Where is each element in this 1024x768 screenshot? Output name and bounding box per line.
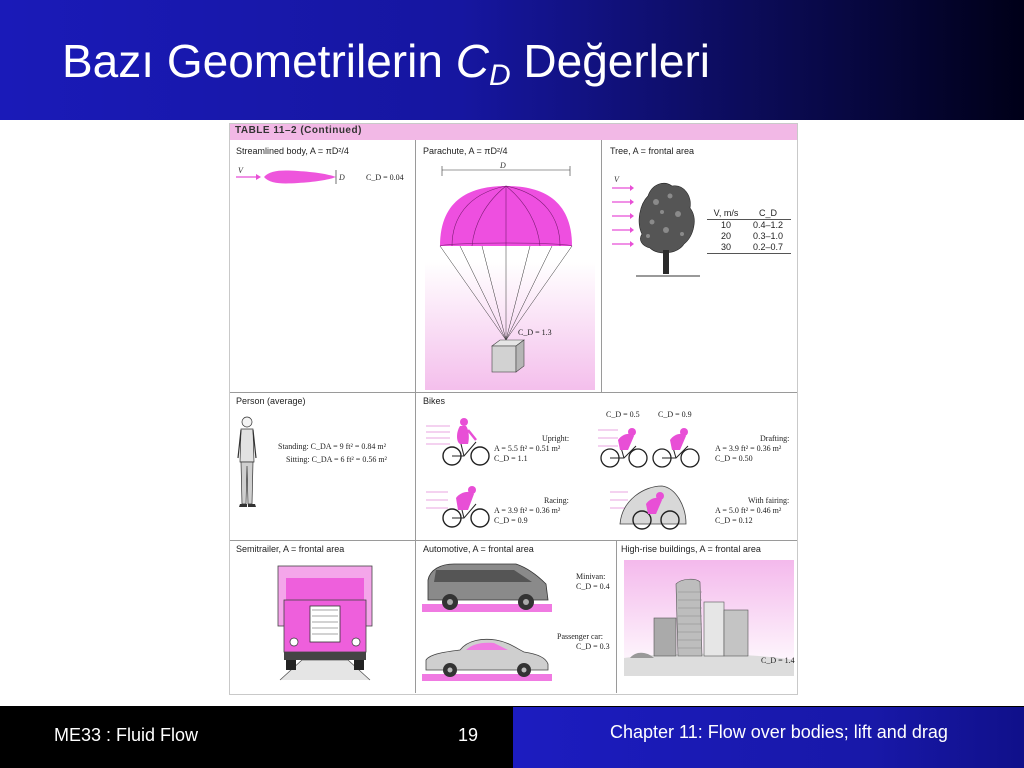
grid-line xyxy=(230,392,797,393)
passenger-car-figure xyxy=(420,632,554,682)
tree-v-label: V xyxy=(614,175,619,184)
slide-title: Bazı Geometrilerin $C_D$ Değerleri xyxy=(62,35,711,92)
person-figure xyxy=(234,414,260,510)
minivan-cd: C_D = 0.4 xyxy=(576,582,610,591)
footer-chapter: Chapter 11: Flow over bodies; lift and drag xyxy=(610,722,948,742)
bike-fairing-title: With fairing: xyxy=(748,496,790,505)
bike-drafting-title: Drafting: xyxy=(760,434,790,443)
bike-drafting-cd: C_D = 0.50 xyxy=(715,454,753,463)
bike-upright-figure xyxy=(426,416,494,468)
tree-col-cd: C_D xyxy=(758,208,777,218)
tree-row-cd: 0.2–0.7 xyxy=(752,242,784,252)
minivan-title: Minivan: xyxy=(576,572,606,581)
bike-drafting-area: A = 3.9 ft² = 0.36 m² xyxy=(715,444,782,453)
bike-fairing-area: A = 5.0 ft² = 0.46 m² xyxy=(715,506,782,515)
table-header xyxy=(230,124,797,140)
tree-col-v: V, m/s xyxy=(713,208,739,218)
bike-cd-05: C_D = 0.5 xyxy=(606,410,640,419)
parachute-figure xyxy=(420,162,600,390)
tree-row-cd: 0.4–1.2 xyxy=(752,220,784,230)
bike-fairing-figure xyxy=(610,480,690,534)
highrise-cd: C_D = 1.4 xyxy=(761,656,795,665)
semitrailer-figure xyxy=(250,560,400,690)
grid-line xyxy=(601,140,602,392)
person-standing: Standing: C_DA = 9 ft² = 0.84 m² xyxy=(278,442,387,451)
person-sitting: Sitting: C_DA = 6 ft² = 0.56 m² xyxy=(286,455,387,464)
drag-coefficient-table xyxy=(229,123,798,695)
highrise-label: High-rise buildings, A = frontal area xyxy=(621,544,761,554)
automotive-label: Automotive, A = frontal area xyxy=(423,544,534,554)
minivan-figure xyxy=(420,558,554,614)
bike-fairing-cd: C_D = 0.12 xyxy=(715,516,753,525)
tree-cd-table xyxy=(707,208,791,254)
grid-line xyxy=(230,540,797,541)
parachute-cd: C_D = 1.3 xyxy=(518,328,552,337)
semitrailer-label: Semitrailer, A = frontal area xyxy=(236,544,345,554)
car-cd: C_D = 0.3 xyxy=(576,642,610,651)
bike-upright-area: A = 5.5 ft² = 0.51 m² xyxy=(494,444,561,453)
tree-row-v: 20 xyxy=(720,231,731,241)
bike-racing-title: Racing: xyxy=(544,496,569,505)
parachute-label: Parachute, A = πD²/4 xyxy=(423,146,508,156)
tree-row-cd: 0.3–1.0 xyxy=(752,231,784,241)
table-row xyxy=(707,242,791,254)
streamlined-d-label: D xyxy=(339,173,345,182)
bike-racing-cd: C_D = 0.9 xyxy=(494,516,528,525)
table-row xyxy=(707,231,791,242)
streamlined-v-label: V xyxy=(238,166,243,175)
tree-label: Tree, A = frontal area xyxy=(610,146,694,156)
page-number: 19 xyxy=(458,725,479,745)
bike-racing-area: A = 3.9 ft² = 0.36 m² xyxy=(494,506,561,515)
person-label: Person (average) xyxy=(236,396,306,406)
table-header-label: TABLE 11–2 (Continued) xyxy=(235,125,362,136)
tree-row-v: 30 xyxy=(720,242,731,252)
footer-course: ME33 : Fluid Flow xyxy=(54,725,199,745)
car-title: Passenger car: xyxy=(557,632,603,641)
streamlined-cd: C_D = 0.04 xyxy=(366,173,404,182)
tree-figure xyxy=(608,174,708,282)
bike-drafting-figure xyxy=(598,420,708,470)
parachute-d-label: D xyxy=(500,162,506,170)
bike-upright-cd: C_D = 1.1 xyxy=(494,454,528,463)
grid-line xyxy=(415,392,416,540)
tree-row-v: 10 xyxy=(720,220,731,230)
table-row xyxy=(707,220,791,231)
bike-upright-title: Upright: xyxy=(542,434,570,443)
bike-cd-09: C_D = 0.9 xyxy=(658,410,692,419)
streamlined-label: Streamlined body, A = πD²/4 xyxy=(236,146,349,156)
tree-table-header xyxy=(707,208,791,220)
bikes-label: Bikes xyxy=(423,396,446,406)
grid-line xyxy=(616,540,617,693)
grid-line xyxy=(415,540,416,693)
bike-racing-figure xyxy=(426,480,494,530)
